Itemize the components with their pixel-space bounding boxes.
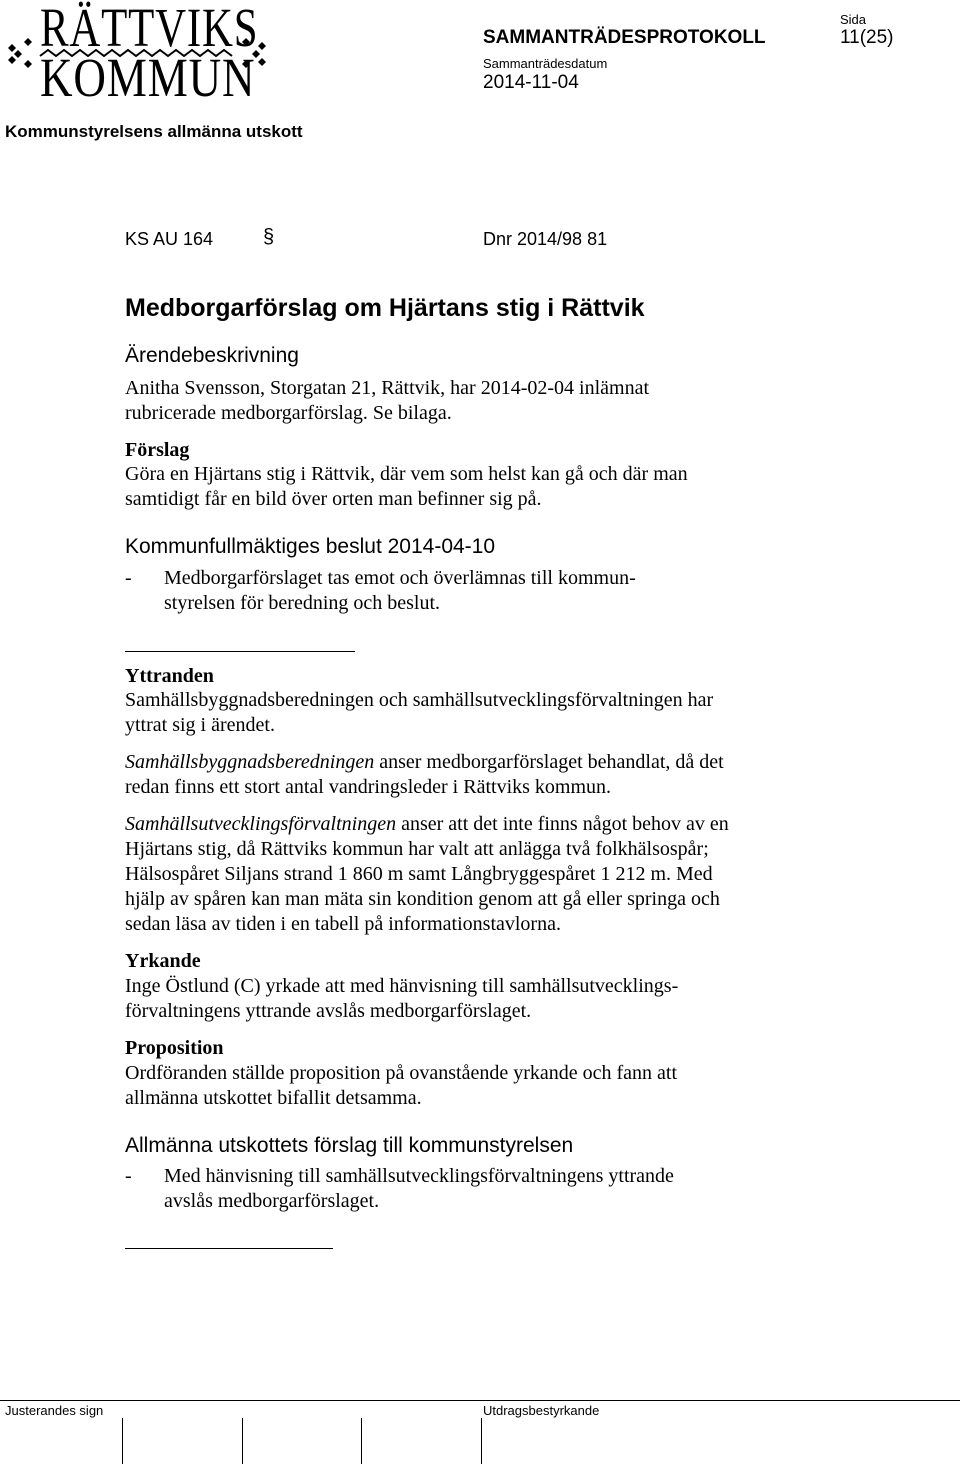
au-forslag-heading: Allmänna utskottets förslag till kommunstyrelsen: [125, 1134, 574, 1157]
meeting-date-label: Sammanträdesdatum: [483, 56, 608, 71]
kf-beslut-dash: -: [125, 567, 132, 589]
page-label: Sida: [840, 12, 867, 27]
signature-box-divider: [361, 1418, 362, 1464]
forslag-line: Göra en Hjärtans stig i Rättvik, där vem som helst kan gå och där man: [125, 463, 688, 485]
document-type: SAMMANTRÄDESPROTOKOLL: [483, 27, 766, 48]
au-forslag-line: avslås medborgarförslaget.: [164, 1190, 380, 1212]
arende-line: rubricerade medborgarförslag. Se bilaga.: [125, 402, 452, 424]
logo-text-line1: RÄTTVIKS: [40, 0, 259, 58]
suf-paragraph: [125, 812, 729, 837]
proposition-line: Ordföranden ställde proposition på ovanstående yrkande och fann att: [125, 1062, 678, 1084]
diary-number: Dnr 2014/98 81: [483, 229, 608, 249]
signature-box-divider: [481, 1418, 482, 1464]
proposition-line: allmänna utskottet bifallit detsamma.: [125, 1087, 422, 1109]
yrkande-line: förvaltningens yttrande avslås medborgarförslaget.: [125, 1000, 532, 1022]
suf-text: anser att det inte finns något behov av en: [396, 813, 729, 835]
signature-box-divider: [122, 1418, 123, 1464]
page-number: 11(25): [840, 27, 894, 48]
sbb-text: anser medborgarförslaget behandlat, då det: [374, 751, 724, 773]
utdragsbestyrkande-label: Utdragsbestyrkande: [483, 1403, 600, 1418]
meeting-date: 2014-11-04: [483, 72, 579, 93]
section-mark: §: [263, 226, 275, 248]
sbb-name: Samhällsbyggnadsberedningen: [125, 751, 375, 773]
sbb-line: redan finns ett stort antal vandringsleder i Rättviks kommun.: [125, 776, 612, 798]
sbb-paragraph: [125, 750, 724, 775]
committee-name: Kommunstyrelsens allmänna utskott: [5, 122, 303, 141]
proposition-heading: Proposition: [125, 1037, 224, 1059]
au-forslag-line: Med hänvisning till samhällsutvecklingsförvaltningens yttrande: [164, 1165, 674, 1187]
yttranden-heading: Yttranden: [125, 665, 214, 687]
yrkande-line: Inge Östlund (C) yrkade att med hänvisning till samhällsutvecklings-: [125, 975, 679, 997]
arende-heading: Ärendebeskrivning: [125, 344, 299, 367]
yttranden-line: Samhällsbyggnadsberedningen och samhällsutvecklingsförvaltningen har: [125, 689, 714, 711]
footer-divider: [0, 1400, 960, 1401]
case-number: KS AU 164: [125, 229, 214, 249]
forslag-heading: Förslag: [125, 439, 190, 461]
suf-line: sedan läsa av tiden i en tabell på informationstavlorna.: [125, 913, 561, 935]
suf-line: hjälp av spåren kan man mäta sin kondition genom att gå eller springa och: [125, 888, 720, 910]
yrkande-heading: Yrkande: [125, 950, 201, 972]
suf-name: Samhällsutvecklingsförvaltningen: [125, 813, 397, 835]
separator-line: [125, 1248, 333, 1249]
justerandes-sign-label: Justerandes sign: [5, 1403, 104, 1418]
page-title: Medborgarförslag om Hjärtans stig i Rättvik: [125, 294, 645, 322]
signature-box-divider: [242, 1418, 243, 1464]
logo-text-line2: KOMMUN: [40, 47, 256, 108]
suf-line: Hjärtans stig, då Rättviks kommun har valt att anlägga två folkhälsospår;: [125, 838, 709, 860]
separator-line: [125, 651, 355, 652]
kf-beslut-heading: Kommunfullmäktiges beslut 2014-04-10: [125, 535, 496, 558]
yttranden-line: yttrat sig i ärendet.: [125, 714, 275, 736]
arende-line: Anitha Svensson, Storgatan 21, Rättvik, har 2014-02-04 inlämnat: [125, 377, 650, 399]
forslag-line: samtidigt får en bild över orten man befinner sig på.: [125, 488, 542, 510]
kf-beslut-line: styrelsen för beredning och beslut.: [164, 592, 441, 614]
suf-line: Hälsospåret Siljans strand 1 860 m samt Långbryggespåret 1 212 m. Med: [125, 863, 713, 885]
au-forslag-dash: -: [125, 1165, 132, 1187]
municipality-logo: [4, 0, 274, 108]
kf-beslut-line: Medborgarförslaget tas emot och överlämnas till kommun-: [164, 567, 636, 589]
